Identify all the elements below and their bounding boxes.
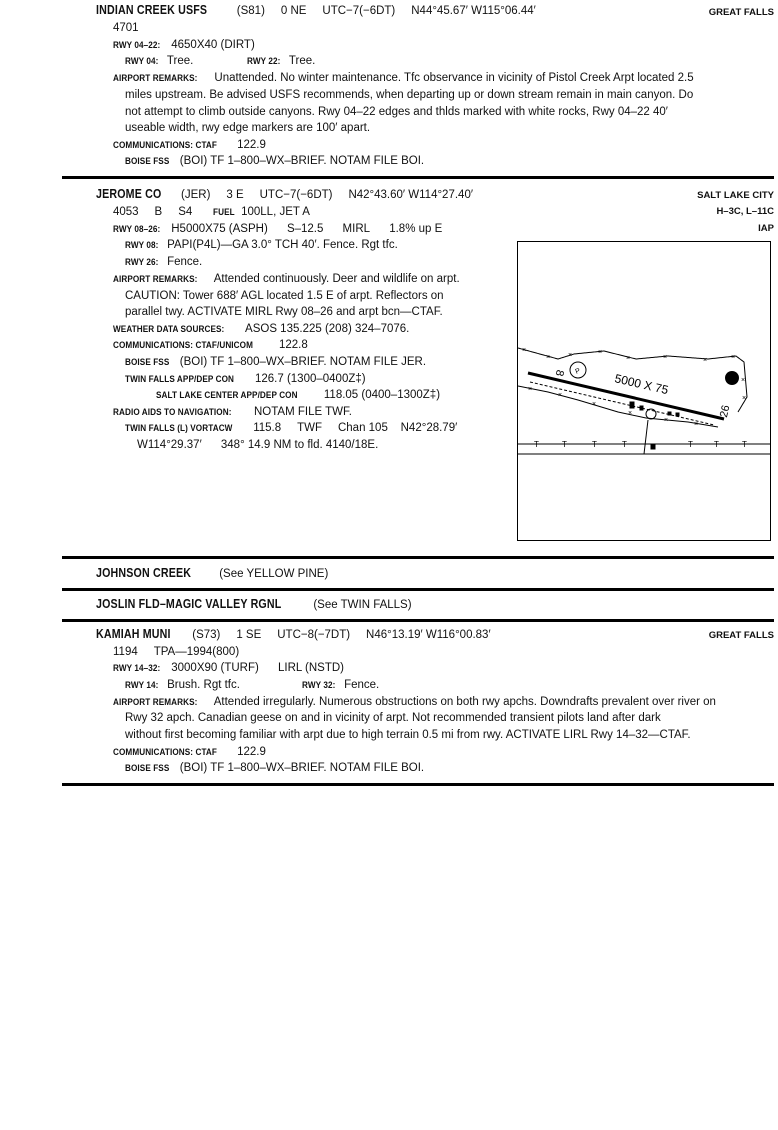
fss-label: BOISE FSS <box>125 763 170 774</box>
runway-end-line <box>125 678 240 693</box>
remarks-text: Attended continuously. Deer and wildlife on arpt. <box>213 273 460 285</box>
remarks-line <box>113 71 694 86</box>
svg-text:×: × <box>528 386 533 393</box>
remarks-text: useable width, rwy edge markers are 100′ apart. <box>125 122 371 134</box>
region-label: GREAT FALLS <box>708 7 774 18</box>
communications-text: 122.9 <box>237 746 266 758</box>
runway-end-text: Fence. <box>344 679 380 691</box>
entry-joslin <box>96 597 412 612</box>
fss-label: BOISE FSS <box>125 357 170 368</box>
airport-diagram-svg <box>518 242 770 540</box>
fuel-label: FUEL <box>212 207 235 218</box>
vortac-text: 115.8 TWF Chan 105 N42°28.79′ <box>253 422 458 434</box>
runway-label: RWY 14–32: <box>113 663 161 674</box>
runway-end-line <box>125 238 398 253</box>
runway-end-text: Fence. <box>167 256 203 268</box>
runway-line <box>113 222 442 237</box>
svg-text:×: × <box>731 354 736 361</box>
remarks-text: not attempt to climb outside canyons. Rwy 04–22 edges and thlds marked with white rocks, Rwy 04–22 40′ <box>125 106 668 118</box>
svg-text:×: × <box>628 410 633 417</box>
communications-line <box>113 745 266 760</box>
runway-label: RWY 04–22: <box>113 40 161 51</box>
entry-johnson-creek <box>96 566 328 581</box>
runway-end-text: Tree. <box>288 55 316 67</box>
cross-reference: (See YELLOW PINE) <box>219 568 329 580</box>
chart-labels: H–3C, L–11C <box>716 206 774 217</box>
svg-text:×: × <box>598 349 603 356</box>
remarks-text: Attended irregularly. Numerous obstructions on both rwy apchs. Downdrafts prevalent over river on <box>213 696 716 708</box>
runway-end-label: 26 <box>717 404 733 419</box>
beacon-symbol <box>646 409 656 419</box>
elevation-info: 1194 TPA—1994(800) <box>113 646 240 658</box>
runway-end-text: PAPI(P4L)—GA 3.0° TCH 40′. Fence. Rgt tfc. <box>167 239 398 251</box>
remarks-text: Unattended. No winter maintenance. Tfc observance in vicinity of Pistol Creek Arpt located 2.5 <box>214 72 694 84</box>
cross-reference: (See TWIN FALLS) <box>313 599 412 611</box>
weather-label: WEATHER DATA SOURCES: <box>113 324 225 335</box>
airport-name: JOSLIN FLD–MAGIC VALLEY RGNL <box>96 596 282 611</box>
fuel-text: 100LL, JET A <box>241 206 310 218</box>
runway-dimensions: 5000 X 75 <box>613 371 670 398</box>
section-divider <box>62 588 774 591</box>
runway-end-label: RWY 32: <box>302 680 336 691</box>
svg-text:×: × <box>522 347 527 354</box>
svg-text:×: × <box>558 392 563 399</box>
svg-text:×: × <box>663 354 668 361</box>
section-divider <box>62 619 774 622</box>
section-divider <box>62 783 774 786</box>
elevation-info: 4053 B S4 <box>113 206 193 218</box>
terrain-symbol <box>725 371 739 385</box>
center-label: SALT LAKE CENTER APP/DEP CON <box>156 390 298 401</box>
svg-text:T: T <box>592 440 597 449</box>
runway-end-line <box>247 54 315 69</box>
communications-line <box>113 338 308 353</box>
fss-label: BOISE FSS <box>125 156 170 167</box>
weather-text: ASOS 135.225 (208) 324–7076. <box>245 323 410 335</box>
runway-label: RWY 08–26: <box>113 224 161 235</box>
remarks-line <box>113 695 716 710</box>
airport-header <box>96 3 536 18</box>
parallel-taxiway <box>530 382 714 425</box>
remarks-text: parallel twy. ACTIVATE MIRL Rwy 08–26 and arpt bcn—CTAF. <box>125 306 443 318</box>
region-label: GREAT FALLS <box>708 630 774 641</box>
svg-text:×: × <box>626 355 631 362</box>
communications-text: 122.9 <box>237 139 266 151</box>
svg-text:×: × <box>694 421 699 428</box>
building <box>630 402 634 408</box>
iap-label: IAP <box>758 223 774 234</box>
elevation: 4701 <box>113 22 139 34</box>
remarks-text: without first becoming familiar with arpt due to high terrain 0.5 mi from rwy. ACTIVATE LIRL Rwy 14–32—CTAF. <box>125 729 691 741</box>
approach-line <box>125 372 366 387</box>
runway-text: 4650X40 (DIRT) <box>171 39 255 51</box>
airport-name: JOHNSON CREEK <box>96 565 192 580</box>
svg-text:T: T <box>622 440 627 449</box>
remarks-label: AIRPORT REMARKS: <box>113 73 198 84</box>
svg-text:×: × <box>568 352 573 359</box>
airport-header <box>96 187 473 202</box>
runway-text: 3000X90 (TURF) LIRL (NSTD) <box>171 662 345 674</box>
svg-text:T: T <box>534 440 539 449</box>
remarks-text: CAUTION: Tower 688′ AGL located 1.5 E of arpt. Reflectors on <box>125 290 444 302</box>
remarks-text: Rwy 32 apch. Canadian geese on and in vicinity of arpt. Not recommended transient pilots land after dark <box>125 712 661 724</box>
remarks-label: AIRPORT REMARKS: <box>113 274 198 285</box>
fss-text: (BOI) TF 1–800–WX–BRIEF. NOTAM FILE BOI. <box>179 155 425 167</box>
fss-line <box>125 154 424 169</box>
center-text: 118.05 (0400–1300Z‡) <box>323 389 441 401</box>
center-line <box>156 388 440 403</box>
fss-text: (BOI) TF 1–800–WX–BRIEF. NOTAM FILE JER. <box>179 356 427 368</box>
airport-name: INDIAN CREEK USFS <box>96 2 208 17</box>
runway-end-line <box>125 255 202 270</box>
svg-text:×: × <box>546 354 551 361</box>
building <box>651 445 655 449</box>
communications-label: COMMUNICATIONS: CTAF <box>113 140 217 151</box>
remarks-text: miles upstream. Be advised USFS recommends, when departing up or down stream remain in main canyon. Do <box>125 89 694 101</box>
runway-end-label: RWY 14: <box>125 680 159 691</box>
svg-text:T: T <box>714 440 719 449</box>
runway-end-line <box>302 678 379 693</box>
runway-end-label: RWY 26: <box>125 257 159 268</box>
region-label: SALT LAKE CITY <box>697 190 774 201</box>
svg-text:T: T <box>742 440 747 449</box>
svg-text:×: × <box>703 357 708 364</box>
runway-end-text: Tree. <box>166 55 194 67</box>
airport-header-details: (JER) 3 E UTC−7(−6DT) N42°43.60′ W114°27.40′ <box>181 189 473 201</box>
svg-text:T: T <box>688 440 693 449</box>
svg-text:×: × <box>742 395 747 402</box>
vortac-label: TWIN FALLS (L) VORTACW <box>125 423 233 434</box>
airport-name: KAMIAH MUNI <box>96 626 171 641</box>
vortac-text: W114°29.37′ 348° 14.9 NM to fld. 4140/18E. <box>137 439 379 451</box>
runway-line <box>113 661 344 676</box>
airport-header-details: (S81) 0 NE UTC−7(−6DT) N44°45.67′ W115°06.44′ <box>236 5 536 17</box>
runway-end-label: RWY 08: <box>125 240 159 251</box>
runway-line <box>113 38 255 53</box>
svg-text:×: × <box>664 417 669 424</box>
airport-diagram <box>517 241 771 541</box>
svg-text:T: T <box>562 440 567 449</box>
building <box>640 406 643 410</box>
approach-label: TWIN FALLS APP/DEP CON <box>125 374 235 385</box>
building <box>676 413 679 416</box>
runway-end-line <box>125 54 193 69</box>
runway-end-label: RWY 22: <box>247 56 281 67</box>
svg-text:×: × <box>592 401 597 408</box>
info-line <box>113 205 310 220</box>
remarks-label: AIRPORT REMARKS: <box>113 697 198 708</box>
runway-end-label: 8 <box>552 368 566 378</box>
fss-line <box>125 355 426 370</box>
radio-aids-line <box>113 405 352 420</box>
papi-label: P <box>574 367 582 376</box>
access-road <box>644 420 648 454</box>
communications-label: COMMUNICATIONS: CTAF <box>113 747 217 758</box>
runway-end-text: Brush. Rgt tfc. <box>167 679 240 691</box>
section-divider <box>62 176 774 179</box>
radio-aids-label: RADIO AIDS TO NAVIGATION: <box>113 407 232 418</box>
approach-text: 126.7 (1300–0400Z‡) <box>254 373 366 385</box>
airport-header <box>96 627 491 642</box>
svg-text:×: × <box>741 377 746 384</box>
building <box>668 412 671 415</box>
runway-text: H5000X75 (ASPH) S–12.5 MIRL 1.8% up E <box>171 223 443 235</box>
weather-line <box>113 322 409 337</box>
runway-end-label: RWY 04: <box>125 56 159 67</box>
radio-aids-text: NOTAM FILE TWF. <box>254 406 352 418</box>
airport-header-details: (S73) 1 SE UTC−8(−7DT) N46°13.19′ W116°00.83′ <box>192 629 491 641</box>
section-divider <box>62 556 774 559</box>
communications-text: 122.8 <box>278 339 308 351</box>
remarks-line <box>113 272 460 287</box>
airport-name: JEROME CO <box>96 186 162 201</box>
fss-line <box>125 761 424 776</box>
fence-line-lower <box>518 386 718 427</box>
communications-line <box>113 138 266 153</box>
communications-label: COMMUNICATIONS: CTAF/UNICOM <box>113 340 253 351</box>
vortac-line <box>125 421 457 436</box>
fss-text: (BOI) TF 1–800–WX–BRIEF. NOTAM FILE BOI. <box>179 762 425 774</box>
